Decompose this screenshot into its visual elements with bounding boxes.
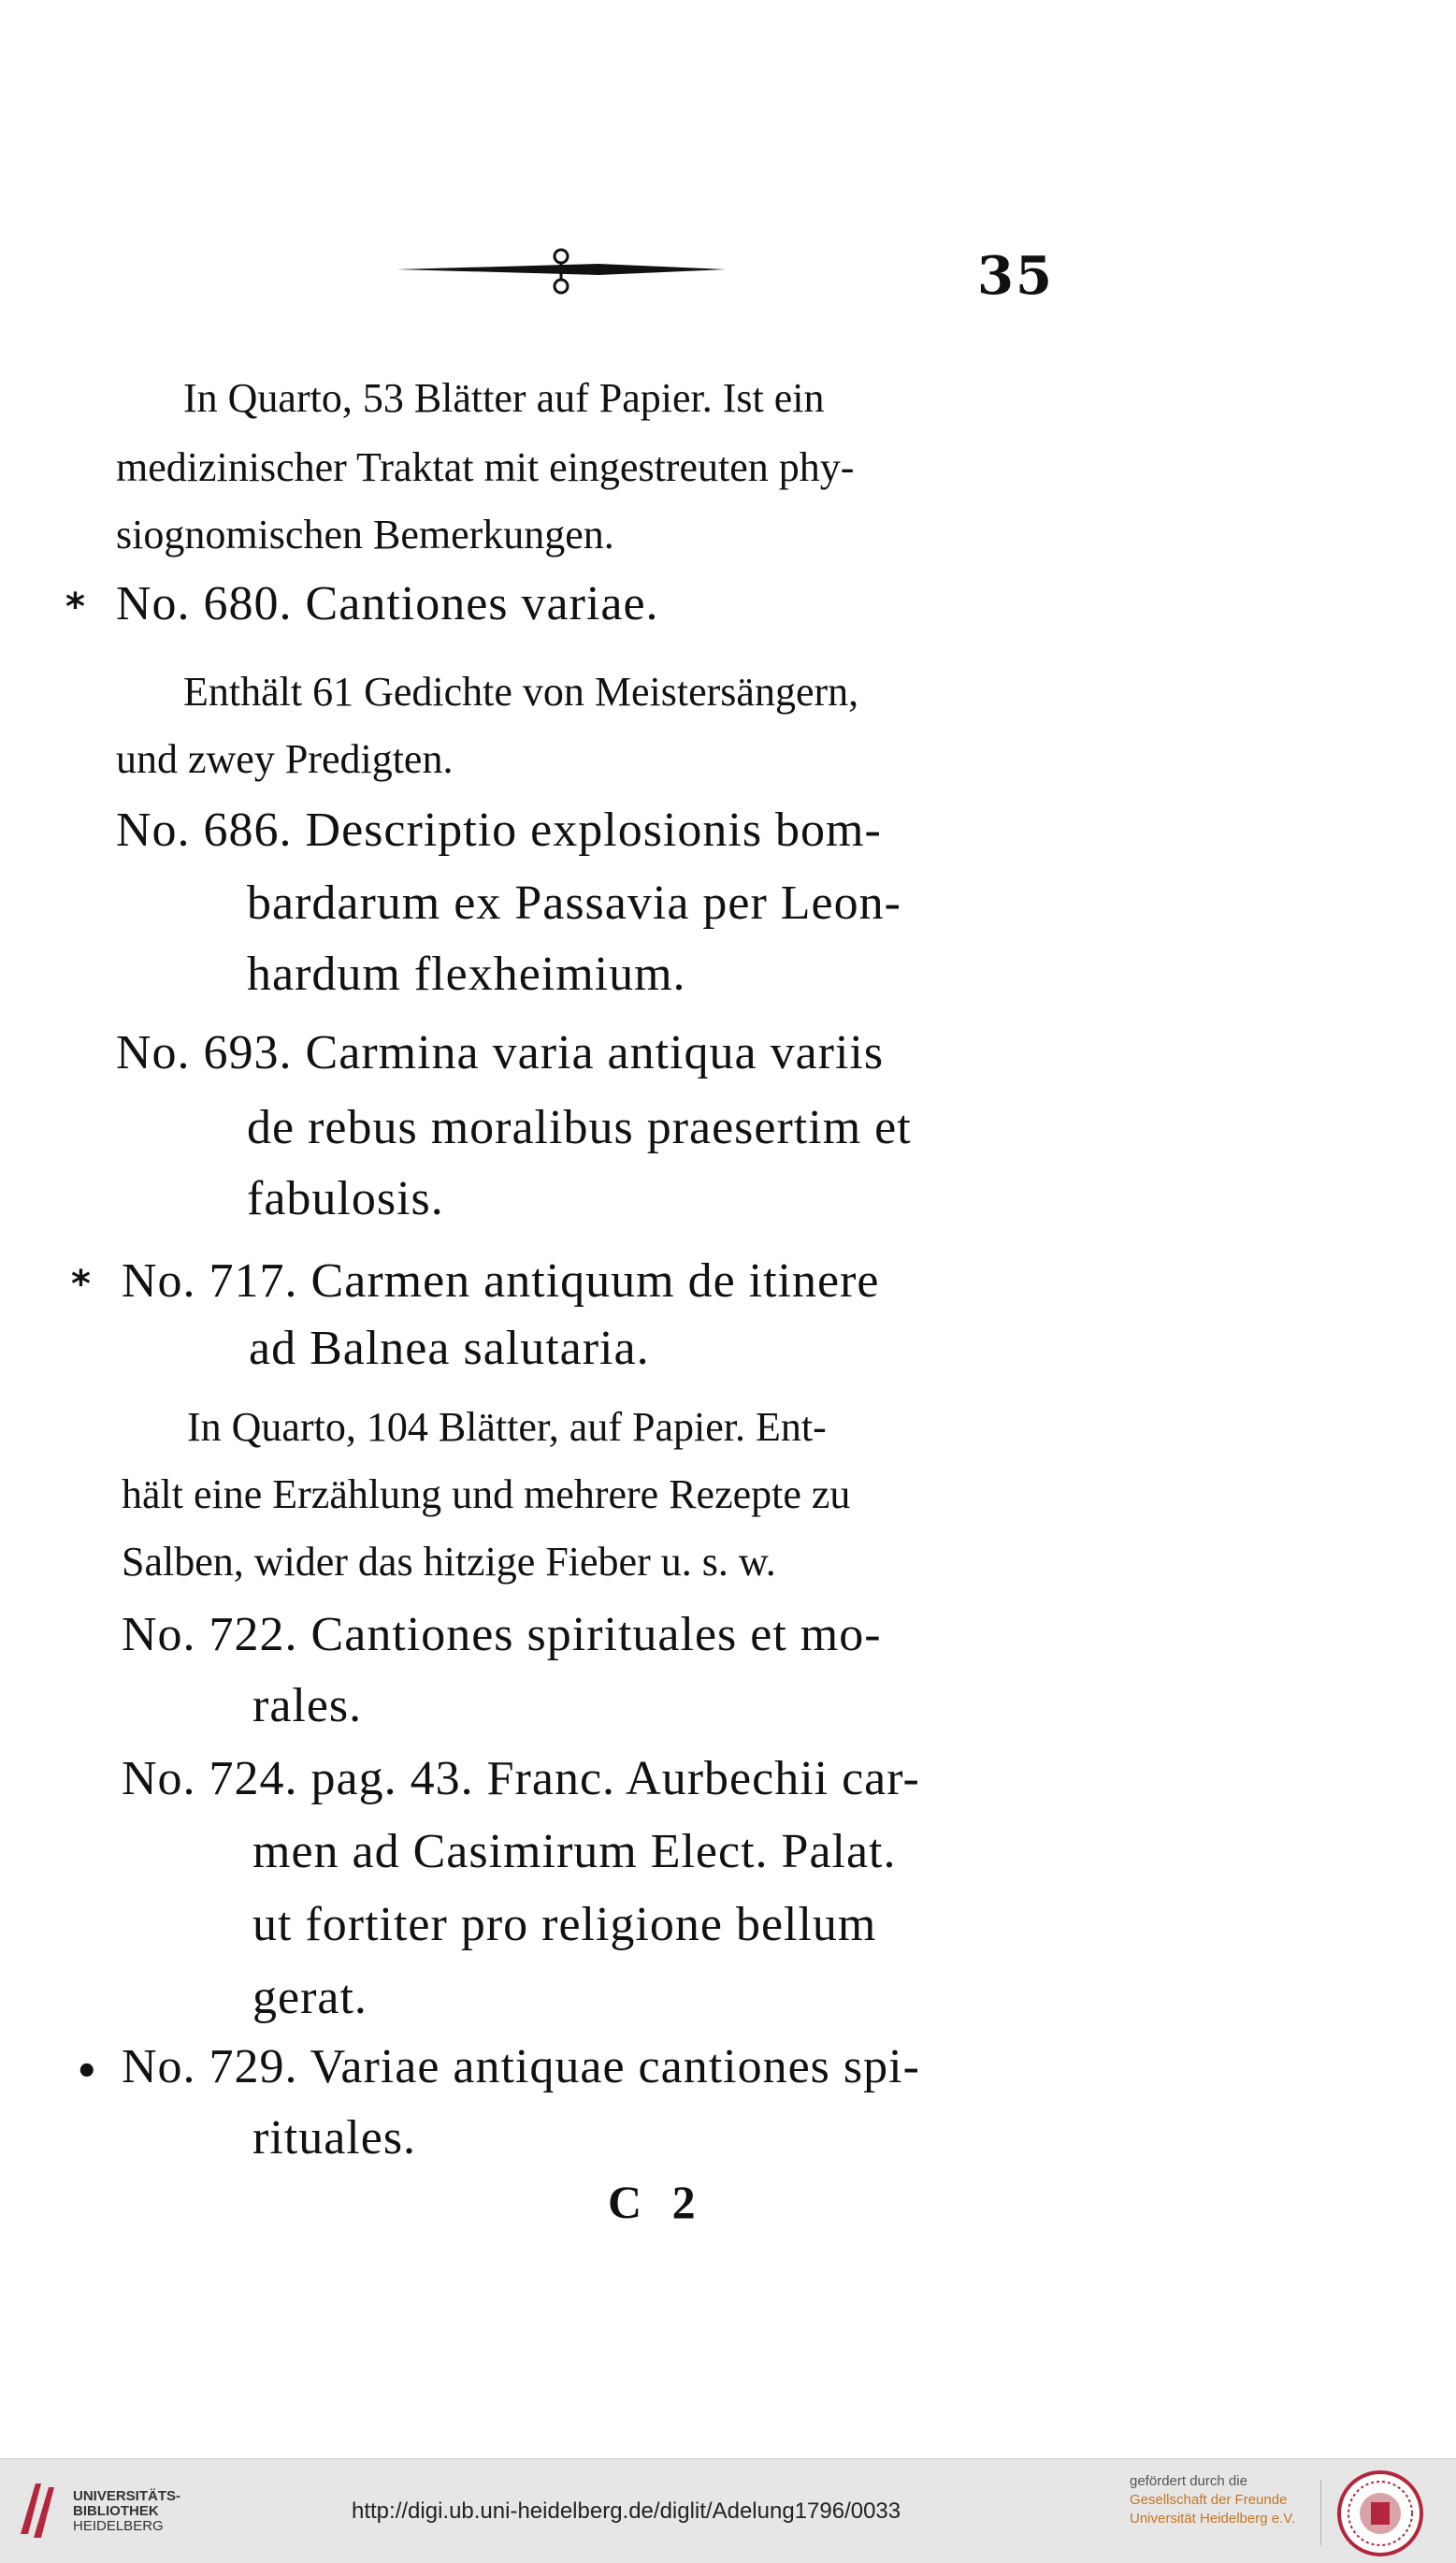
viewer-footer (0, 2458, 1456, 2563)
entry-continuation: rituales. (252, 2111, 417, 2165)
entry-continuation: ut fortiter pro religione bellum (252, 1898, 877, 1951)
asterisk-marker: * (71, 1263, 91, 1306)
library-name: UNIVERSITÄTS- BIBLIOTHEK HEIDELBERG (73, 2488, 181, 2534)
bullet-marker: • (75, 2050, 99, 2093)
entry-continuation: de rebus moralibus praesertim et (247, 1101, 912, 1154)
ornament-rule-icon (393, 245, 729, 297)
university-seal-icon (1335, 2469, 1425, 2558)
text-line: Salben, wider das hitzige Fieber u. s. w. (122, 1539, 776, 1585)
entry-heading: No. 724. pag. 43. Franc. Aurbechii car- (122, 1752, 920, 1805)
entry-heading: No. 686. Descriptio explosionis bom- (116, 804, 882, 857)
entry-heading: No. 680. Cantiones variae. (116, 577, 659, 630)
page-number: 35 (977, 245, 1054, 307)
entry-continuation: gerat. (252, 1971, 368, 2024)
sponsor-credit: gefördert durch die Gesellschaft der Freunde Universität Heidelberg e.V. (1130, 2473, 1296, 2527)
text-line: und zwey Predigten. (116, 736, 454, 782)
entry-continuation: men ad Casimirum Elect. Palat. (252, 1825, 897, 1878)
signature-mark: C 2 (608, 2176, 705, 2228)
library-logo-icon (17, 2478, 58, 2543)
entry-continuation: rales. (252, 1679, 363, 1732)
entry-continuation: fabulosis. (247, 1172, 444, 1225)
entry-heading: No. 717. Carmen antiquum de itinere (122, 1254, 880, 1308)
text-line: In Quarto, 104 Blätter, auf Papier. Ent- (187, 1404, 827, 1450)
text-line: In Quarto, 53 Blätter auf Papier. Ist ein (183, 375, 825, 421)
entry-heading: No. 693. Carmina varia antiqua variis (116, 1026, 885, 1079)
text-line: hält eine Erzählung und mehrere Rezepte zu (122, 1471, 851, 1517)
text-line: Enthält 61 Gedichte von Meistersängern, (183, 669, 859, 715)
asterisk-marker: * (65, 586, 85, 629)
divider (1320, 2480, 1321, 2545)
text-line: siognomischen Bemerkungen. (116, 512, 614, 557)
entry-continuation: ad Balnea salutaria. (249, 1322, 650, 1375)
entry-continuation: hardum flexheimium. (247, 948, 686, 1001)
entry-heading: No. 722. Cantiones spirituales et mo- (122, 1608, 882, 1661)
permalink-url[interactable]: http://digi.ub.uni-heidelberg.de/diglit/Adelung1796/0033 (352, 2498, 901, 2524)
text-line: medizinischer Traktat mit eingestreuten phy- (116, 444, 855, 490)
entry-continuation: bardarum ex Passavia per Leon- (247, 876, 901, 930)
entry-heading: No. 729. Variae antiquae cantiones spi- (122, 2040, 920, 2093)
